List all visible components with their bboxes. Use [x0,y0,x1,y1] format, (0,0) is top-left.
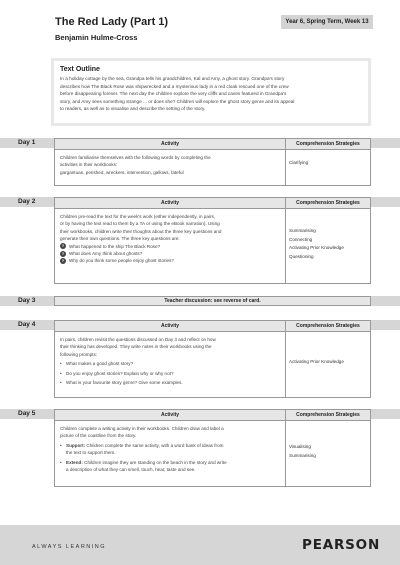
day-5-activity [54,421,286,487]
author-name: Benjamin Hulme-Cross [55,33,138,42]
activity-line: following prompts: [60,351,98,357]
day-4-activity [54,332,286,398]
strategy-item: Activating Prior Knowledge [289,245,344,250]
key-question [60,257,280,264]
activity-line: Children pre-read the text for the week's work (either independently, in pairs, [60,214,216,219]
pearson-logo: PEARSON [302,537,381,553]
day-2-table-header [54,197,371,209]
key-question [60,243,280,250]
outline-line: story, and Amy sees something strange ... or does she? Children will explore the ghost story genre and its appeal [60,98,295,104]
page-title: The Red Lady (Part 1) [55,16,169,28]
question-bubble-icon: ? [61,258,65,264]
activity-line: Children familiarise themselves with the following words by completing the [60,155,211,160]
activity-header: Activity [54,320,286,332]
strategy-item: Clarifying [289,160,309,165]
question-bubble-icon: ? [61,250,65,256]
day-2-label: Day 2 [18,198,36,205]
day-4-label: Day 4 [18,321,36,328]
activity-line: their workbooks, children write their thoughts about the three key questions and [60,228,222,234]
outline-line: before disappearing forever. The next day the children explore the very cliffs and caves featured in Grandpa's [60,91,287,97]
activity-header: Activity [54,138,286,150]
day-1-strategies [286,150,371,186]
key-question-text: What does Amy think about ghosts? [69,251,143,257]
activity-line: activities in their workbooks: [60,162,118,168]
day-4-table-header [54,320,371,332]
day-2-activity [54,209,286,284]
strategy-item: Questioning [289,253,314,259]
strategy-item: Visualising [289,444,311,449]
support-label: Support: [66,442,86,448]
day-2-table-body [54,209,371,284]
day-5-table-body [54,421,371,487]
key-question-text: Why do you think some people enjoy ghost stories? [69,258,174,264]
extend-bullet [60,459,280,474]
activity-header: Activity [54,197,286,209]
outline-line: In a holiday cottage by the sea, Grandpa tells his grandchildren, Kal and Amy, a ghost story. Grandpa's story [60,76,285,81]
strategy-item: Activating Prior Knowledge [289,359,344,364]
day-1-label: Day 1 [18,139,36,146]
activity-line: generate their own questions. The three key questions are: [60,236,180,242]
day-2-strategies [286,209,371,284]
support-bullet [60,442,280,457]
strategies-header: Comprehension Strategies [286,197,371,209]
day-1-table-header [54,138,371,150]
prompt-bullet: • Do you enjoy ghost stories? Explain why or why not? [60,370,280,377]
extend-text: a description of what they can smell, touch, hear, taste and see. [66,467,196,473]
question-bubble-icon: ? [61,243,65,249]
day-4-table-body [54,332,371,398]
strategy-item: Summarising [289,228,316,233]
day-5-strategies [286,421,371,487]
strategy-item: Connecting [289,236,313,242]
prompt-bullet: • What is your favourite story genre? Give some examples. [60,379,280,386]
outline-line: describes how The Black Rose was shipwrecked and a mysterious lady in a red cloak rescued one of the crew [60,83,289,89]
activity-line: In pairs, children revisit the questions discussed on Day 3 and reflect on how [60,337,216,342]
day-5-label: Day 5 [18,410,36,417]
prompt-bullet: • What makes a good ghost story? [60,360,280,367]
key-question [60,250,280,257]
key-question-text: What happened to the ship The Black Rose? [69,243,161,249]
text-outline-box [51,58,371,126]
support-text: Children complete the same activity, with a word bank of ideas from [86,442,224,448]
activity-line: picture of the coastline from the story. [60,433,137,439]
strategies-header: Comprehension Strategies [286,320,371,332]
activity-line: or by having the text read to them by a TA or using the eBook narration). Using [60,221,220,227]
day-4-strategies [286,332,371,398]
support-text: the text to support them. [66,450,116,456]
outline-title: Text Outline [60,66,100,73]
strategies-header: Comprehension Strategies [286,138,371,150]
day-1-table-body [54,150,371,186]
day-1-activity [54,150,286,186]
strategy-item: Summarising [289,452,316,458]
activity-line: gargantuan, perished, wreckers, intervention, gallows, fateful [60,169,184,175]
day-5-table-header [54,409,371,421]
outline-line: to readers, as well as to visualise and describe the setting of the story. [60,106,206,112]
term-badge: Year 6, Spring Term, Week 13 [281,15,373,29]
strategies-header: Comprehension Strategies [286,409,371,421]
footer-tagline: ALWAYS LEARNING [32,544,107,550]
activity-line: their thinking has developed. They write notes in their workbooks using the [60,344,212,350]
activity-line: Children complete a writing activity in their workbooks. Children draw and label a [60,426,224,431]
outline-text [60,75,362,113]
teacher-discussion-note: Teacher discussion: see reverse of card. [54,296,371,306]
activity-header: Activity [54,409,286,421]
extend-text: Children imagine they are standing on the beach in the story and write [84,459,227,465]
extend-label: Extend: [66,459,83,465]
day-3-label: Day 3 [18,297,36,304]
